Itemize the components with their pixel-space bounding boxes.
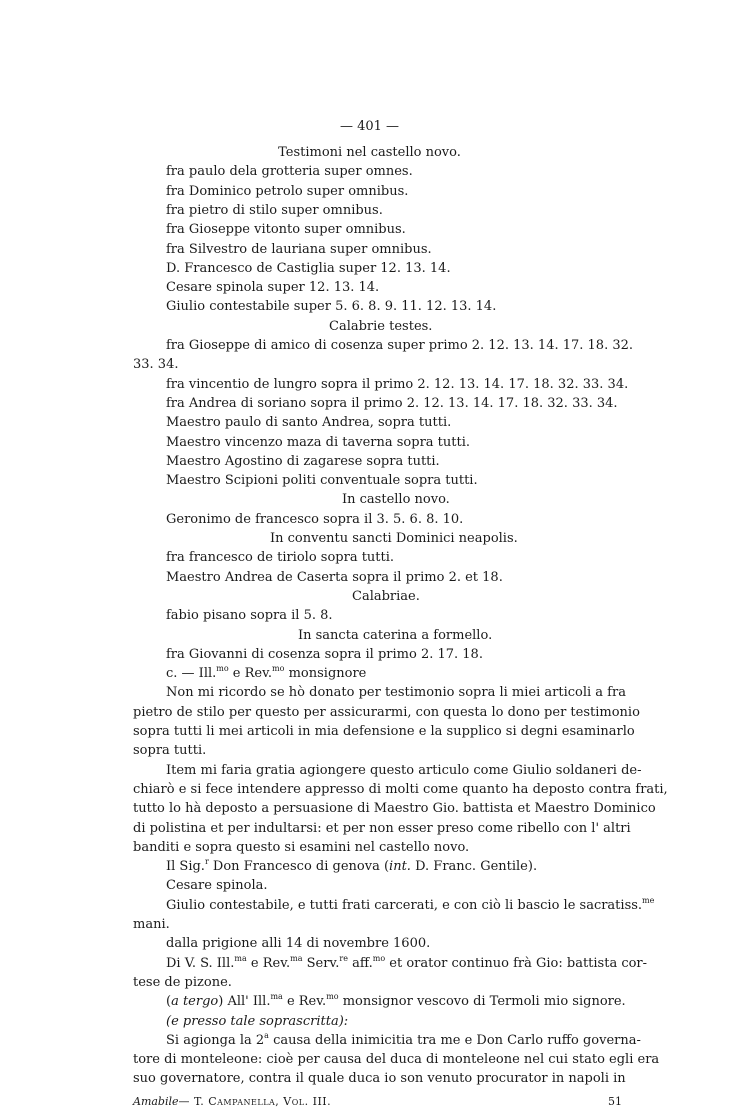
text-line [166,1015,348,1028]
signature-mark [608,1096,622,1107]
text-line: fra Gioseppe di amico di cosenza super primo 2. 12. 13. 14. 17. 18. 32. [166,338,634,353]
superscript: re [339,953,348,963]
superscript: ma [270,992,283,1002]
superscript: ma [290,953,303,963]
heading-calabrie-testes: Calabrie testes. [329,318,433,334]
closing-line [166,953,648,971]
text-line: fra pietro di stilo super omnibus. [166,202,383,218]
text-line: fra Silvestro de lauriana super omnibus. [166,241,432,257]
text-span: e Rev. [246,955,291,971]
text-line: Maestro Andrea de Caserta sopra il primo 2. et 18. [166,569,503,585]
italic-span: (e presso tale soprascritta): [166,1013,349,1029]
superscript: a [264,1030,269,1040]
text-line: fra paulo dela grotteria super omnes. [166,164,413,180]
paragraph-line: sopra tutti. [133,743,207,759]
superscript: mo [372,953,386,963]
paragraph-line: Item mi faria gratia agiongere questo articulo come Giulio soldaneri de- [166,762,642,778]
paragraph-line: sopra tutti li mei articoli in mia defensione e la supplico si degni esaminarlo [133,724,635,739]
text-span: aff. [347,955,373,971]
superscript: mo [216,664,229,674]
italic-span: a tergo [171,994,219,1010]
text-span: suo governatore, contra il quale duca io son venuto procurator in napoli in [133,1071,626,1087]
text-line: 33. 34. [133,357,179,373]
heading-calabriae: Calabriae. [352,588,420,604]
text-span: Il Sig. [166,859,205,875]
signature-number: 51 [608,1094,622,1108]
text-line: tese de pizone. [133,974,232,990]
page-number-header: — 401 — [339,119,400,134]
text-line: Maestro vincenzo maza di taverna sopra tutti. [166,434,471,450]
text-span: monsignor vescovo di Termoli mio signore. [338,994,626,1010]
superscript: r [204,857,209,867]
text-line: fra Gioseppe vitonto super omnibus. [166,222,406,238]
text-span: causa della inimicitia tra me e Don Carlo ruffo governa- [268,1032,641,1048]
text-span: e Rev. [228,666,273,682]
text-span: D. Franc. Gentile). [410,859,538,875]
text-span: tore di monteleone: cioè per causa del duca di monteleone nel cui stato egli era [133,1052,660,1068]
text-line: Geronimo de francesco sopra il 3. 5. 6. 8. 10. [166,511,464,527]
paragraph-line: banditi e sopra questo si esamini nel castello novo. [133,839,470,855]
page-footer [133,1096,331,1107]
text-span: Don Francesco di genova ( [208,859,390,875]
superscript: ma [234,953,247,963]
salutation-line [166,664,367,682]
text-line: mani. [133,917,170,932]
footer-author-title: — T. Campanella, Vol. III. [178,1094,332,1108]
text-line: D. Francesco de Castiglia super 12. 13. 14. [166,260,451,276]
text-line: fra Giovanni di cosenza sopra il primo 2. 17. 18. [166,646,483,662]
text-span: Serv. [302,955,340,971]
italic-span: int. [389,859,411,875]
italic-span: Amabile [133,1094,179,1108]
text-line: Cesare spinola. [166,878,268,894]
signature-line [166,857,538,875]
text-line: Maestro Agostino di zagarese sopra tutti. [166,453,440,469]
text-span: Si agionga la 2 [166,1032,265,1048]
paragraph-line: chiarò e si fece intendere appresso di molti come quanto ha deposto contra frati, [133,781,668,797]
text-span: c. — Ill. [166,666,217,682]
text-span: Di V. S. Ill. [166,955,235,971]
paragraph-line: Non mi ricordo se hò donato per testimonio sopra li miei articoli a fra [166,685,626,701]
heading-in-sancta-caterina: In sancta caterina a formello. [298,627,493,643]
text-line [166,895,655,913]
text-span: monsignore [284,666,367,682]
text-line: fra Dominico petrolo super omnibus. [166,183,409,199]
text-line: Maestro paulo di santo Andrea, sopra tutti. [166,415,452,431]
paragraph-line [166,1030,641,1048]
heading-testimoni: Testimoni nel castello novo. [278,145,461,160]
paragraph-line: di polistina et per indultarsi: et per non esser preso come ribello con l' altri [133,820,631,836]
paragraph-line [133,1053,659,1066]
text-line: fra vincentio de lungro sopra il primo 2. 12. 13. 14. 17. 18. 32. 33. 34. [166,376,629,392]
heading-in-castello-novo: In castello novo. [342,492,450,508]
address-line [166,992,626,1010]
text-line: fra francesco de tiriolo sopra tutti. [166,550,395,566]
text-line: Maestro Scipioni politi conventuale sopra tutti. [166,473,478,489]
paragraph-line: tutto lo hà deposto a persuasione di Maestro Gio. battista et Maestro Dominico [133,801,656,817]
text-line: fabio pisano sopra il 5. 8. [166,608,333,624]
text-line: fra Andrea di soriano sopra il primo 2. 12. 13. 14. 17. 18. 32. 33. 34. [166,395,618,411]
paragraph-line: pietro de stilo per questo per assicurarmi, con questa lo dono per testimonio [133,704,640,720]
superscript: mo [272,664,285,674]
text-span: et orator continuo frà Gio: battista cor- [385,955,648,971]
text-span: e Rev. [282,994,327,1010]
text-line: Giulio contestabile super 5. 6. 8. 9. 11. 12. 13. 14. [166,299,497,315]
heading-in-conventu: In conventu sancti Dominici neapolis. [270,531,518,546]
paragraph-line [133,1072,626,1085]
text-span: ( [166,994,172,1010]
date-line: dalla prigione alli 14 di novembre 1600. [166,936,431,952]
superscript: me [642,895,655,905]
superscript: mo [326,992,339,1002]
text-span: Giulio contestabile, e tutti frati carcerati, e con ciò li bascio le sacratiss. [166,897,643,913]
text-line: Cesare spinola super 12. 13. 14. [166,280,380,296]
text-span: ) All' Ill. [218,994,271,1010]
